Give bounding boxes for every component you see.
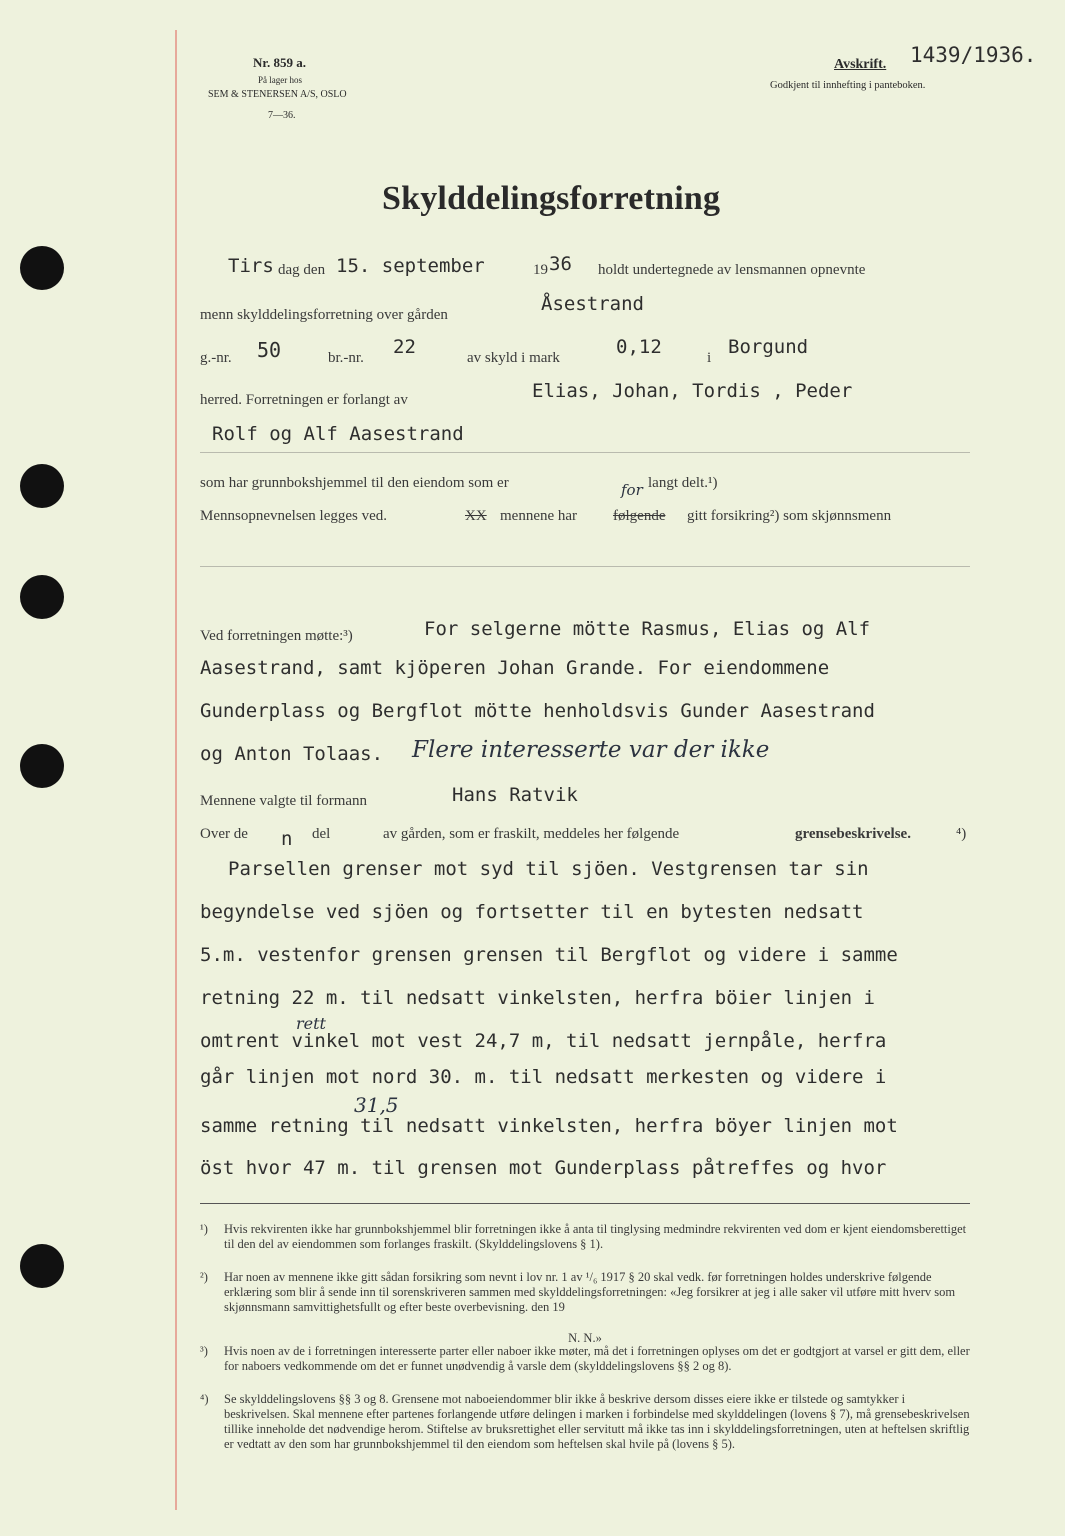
printer-line2: SEM & STENERSEN A/S, OSLO bbox=[208, 89, 347, 100]
skyld-value: 0,12 bbox=[616, 336, 662, 358]
footnote bbox=[200, 1222, 970, 1252]
boundary-intro-b: grensebeskrivelse. bbox=[795, 826, 911, 842]
municipality-typed: Borgund bbox=[728, 336, 809, 358]
footnote bbox=[200, 1270, 970, 1315]
grunnbok-text-b: langt delt.¹) bbox=[648, 475, 718, 491]
brnr-label: br.-nr. bbox=[328, 350, 364, 366]
footnote bbox=[200, 1344, 970, 1374]
brnr-value: 22 bbox=[393, 336, 416, 358]
footnote-text: Hvis rekvirenten ikke har grunnbokshjemmel blir forretningen ikke å anta til tinglysing medmindre rekvirenten ved dom er kjent eiendomsberettiget til den del av eiendommen som forlanges fraskilt. (Skylddelingslovens § 1). bbox=[224, 1222, 967, 1251]
form-date: 7—36. bbox=[268, 110, 296, 121]
boundary-line: omtrent vinkel mot vest 24,7 m, til nedsatt jernpåle, herfra bbox=[200, 1030, 887, 1052]
attendance-label: Ved forretningen møtte:³) bbox=[200, 628, 353, 644]
footnote bbox=[200, 1392, 970, 1452]
farm-typed: Åsestrand bbox=[541, 293, 644, 315]
requesters-line1: Elias, Johan, Tordis , Peder bbox=[532, 380, 853, 402]
boundary-line: går linjen mot nord 30. m. til nedsatt merkesten og videre i bbox=[200, 1066, 887, 1088]
margin-rule bbox=[175, 30, 177, 1510]
printer-line1: På lager hos bbox=[258, 75, 302, 85]
punch-hole bbox=[20, 744, 64, 788]
page-title: Skylddelingsforretning bbox=[382, 180, 721, 217]
footnote-text: Har noen av mennene ikke gitt sådan forsikring som nevnt i lov nr. 1 av ¹/₆ 1917 § 20 skal vedk. før forretningen holdes underskrive følgende erklæring som blir å sende inn til sorenskriveren sammen med skylddelingsforretningen: «Jeg forsikrer at jeg i alle saker vil utføre mitt hverv som skjønnsmann samvittighetsfullt og efter beste overbevisning. den 19 bbox=[224, 1270, 956, 1314]
requesters-line2: Rolf og Alf Aasestrand bbox=[212, 423, 464, 445]
attendance-handwritten: Flere interesserte var der ikke bbox=[412, 737, 770, 763]
boundary-line: öst hvor 47 m. til grensen mot Gunderplass påtreffes og hvor bbox=[200, 1157, 887, 1179]
boundary-line: retning 22 m. til nedsatt vinkelsten, herfra böier linjen i bbox=[200, 987, 875, 1009]
boundary-intro-a: av gården, som er fraskilt, meddeles her følgende bbox=[383, 826, 680, 842]
footnote-text: Se skylddelingslovens §§ 3 og 8. Grensene mot naboeiendommer blir ikke å beskrive dersom disses eiere ikke er tilstede og samtykker i beskrivelsen. Skal mennene efter partenes forlangende utføre delingen i marken i forbindelse med skylddelingen (lovens § 7), må grensebeskrivelsen tillike inneholde det nødvendige herom. Stiftelse av bruksrettighet eller servitutt må ikke tas inn i skylddelingsforretningen, uten at heftelsen skriftlig er vedtatt av den som har grunnbokshjemmel til den eiendom som heftelsen skal hvile på (lovens § 5). bbox=[224, 1392, 970, 1451]
attendance-line1: For selgerne mötte Rasmus, Elias og Alf bbox=[424, 618, 871, 640]
registration-number: 1439/1936. bbox=[910, 43, 1037, 67]
chairman-label: Mennene valgte til formann bbox=[200, 793, 368, 809]
insert-distance: 31,5 bbox=[354, 1093, 399, 1117]
menns-text-b: mennene har bbox=[500, 508, 578, 524]
boundary-line: 5.m. vestenfor grensen grensen til Bergflot og videre i samme bbox=[200, 944, 898, 966]
footnote-text: N. N.» bbox=[568, 1331, 602, 1345]
year-typed: 36 bbox=[549, 253, 572, 275]
footnote-rule bbox=[200, 1203, 970, 1204]
punch-hole bbox=[20, 246, 64, 290]
menns-text-a: Mennsopnevnelsen legges ved. bbox=[200, 508, 388, 524]
intro-text2: menn skylddelingsforretning over gården bbox=[200, 307, 448, 323]
dotted-line bbox=[200, 566, 970, 567]
punch-hole bbox=[20, 464, 64, 508]
footnote-number: ²) bbox=[200, 1270, 208, 1284]
menns-struck2: følgende bbox=[613, 508, 666, 524]
menns-struck1: XX bbox=[465, 508, 487, 524]
footnote-number: ³) bbox=[200, 1344, 208, 1358]
footnote-number: ⁴) bbox=[200, 1392, 209, 1406]
chairman-name: Hans Ratvik bbox=[452, 784, 578, 806]
boundary-line: begyndelse ved sjöen og fortsetter til en bytesten nedsatt bbox=[200, 901, 864, 923]
del-label: del bbox=[312, 826, 331, 842]
year-prefix: 19 bbox=[533, 262, 548, 278]
gnr-label: g.-nr. bbox=[200, 350, 232, 366]
herred-text: herred. Forretningen er forlangt av bbox=[200, 392, 408, 408]
punch-hole bbox=[20, 1244, 64, 1288]
grunnbok-text-a: som har grunnbokshjemmel til den eiendom som er bbox=[200, 475, 509, 491]
boundary-line: samme retning til nedsatt vinkelsten, herfra böyer linjen mot bbox=[200, 1115, 898, 1137]
attendance-line2: Aasestrand, samt kjöperen Johan Grande. For eiendommene bbox=[200, 657, 830, 679]
godkjent-note: Godkjent til innhefting i panteboken. bbox=[770, 80, 926, 91]
grunnbok-insert: for bbox=[621, 481, 643, 499]
boundary-line: Parsellen grenser mot syd til sjöen. Vestgrensen tar sin bbox=[228, 858, 869, 880]
footnote-number: ¹) bbox=[200, 1222, 208, 1236]
attendance-line4: og Anton Tolaas. bbox=[200, 743, 384, 765]
boundary-intro-c: ⁴) bbox=[956, 826, 967, 842]
punch-hole bbox=[20, 575, 64, 619]
weekday-typed: Tirs bbox=[228, 255, 274, 277]
dag-den-label: dag den bbox=[278, 262, 326, 278]
i-label: i bbox=[707, 350, 712, 366]
over-de-label: Over de bbox=[200, 826, 248, 842]
n-insert: n bbox=[281, 828, 293, 850]
intro-text1: holdt undertegnede av lensmannen opnevnte bbox=[598, 262, 866, 278]
attendance-line3: Gunderplass og Bergflot mötte henholdsvis Gunder Aasestrand bbox=[200, 700, 875, 722]
gnr-value: 50 bbox=[257, 338, 282, 362]
dotted-line bbox=[200, 452, 970, 453]
skyld-label: av skyld i mark bbox=[467, 350, 560, 366]
date-typed: 15. september bbox=[336, 255, 485, 277]
insert-rett: rett bbox=[296, 1014, 326, 1033]
avskrift-label: Avskrift. bbox=[834, 57, 887, 72]
menns-text-c: gitt forsikring²) som skjønnsmenn bbox=[687, 508, 892, 524]
footnote-text: Hvis noen av de i forretningen interesserte parter eller naboer ikke møter, må det i forretningen oplyses om det er godtgjort at varsel er gitt dem, eller for naboers vedkommende om det er funnet unødvendig å varsle dem (skylddelingslovens §§ 2 og 8). bbox=[224, 1344, 970, 1373]
form-number: Nr. 859 a. bbox=[253, 55, 306, 70]
